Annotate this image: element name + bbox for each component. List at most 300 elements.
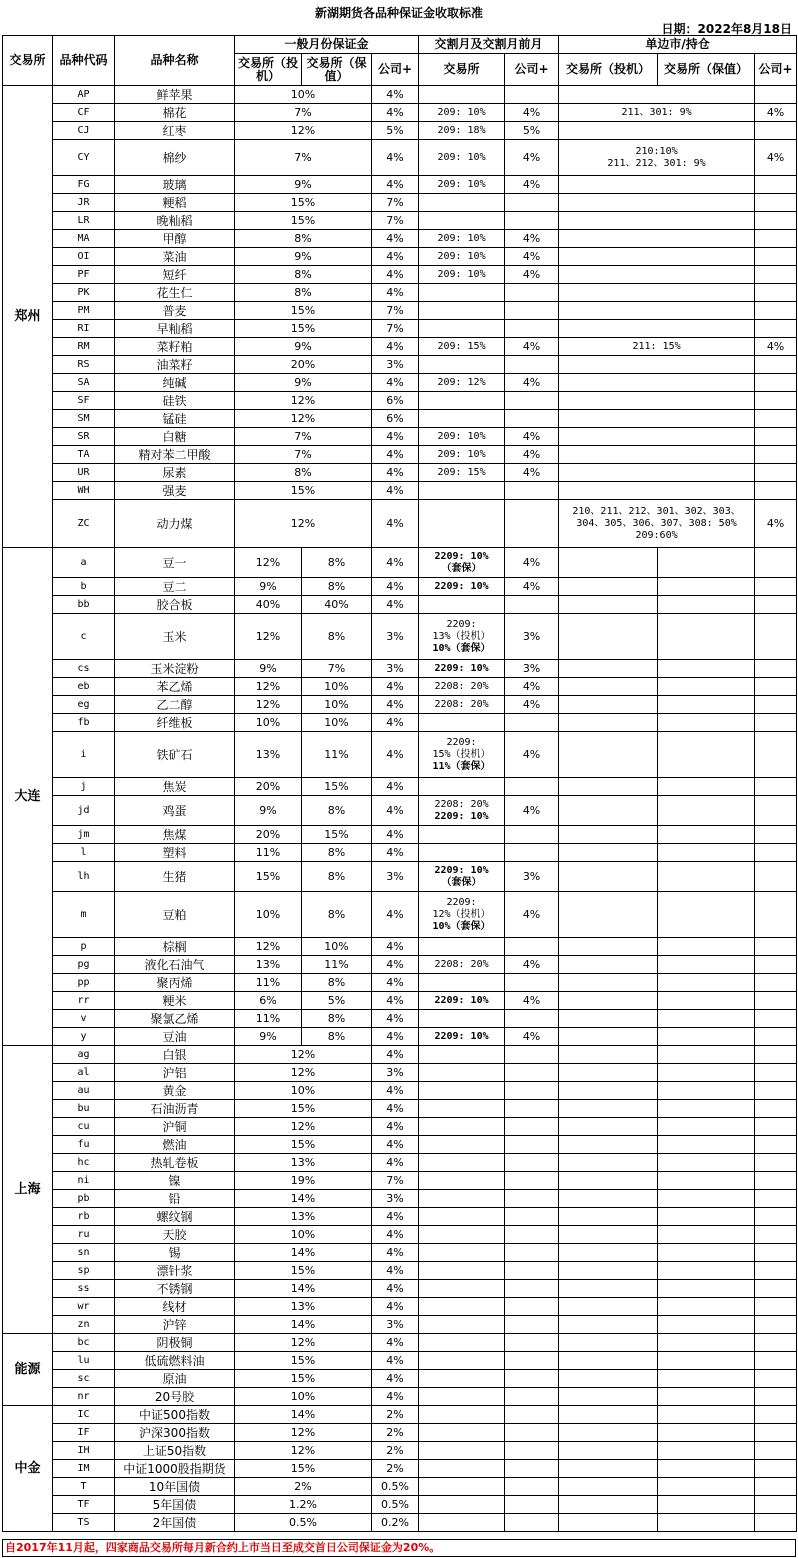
- unilateral-hedge-cell: [658, 1082, 755, 1100]
- company-margin-cell: 4%: [372, 428, 419, 446]
- unilateral-margin-cell: [559, 230, 755, 248]
- delivery-margin-cell: [419, 1460, 505, 1478]
- header-unilateral-company: 公司+: [755, 54, 797, 86]
- delivery-margin-cell: 209: 10%: [419, 230, 505, 248]
- unilateral-hedge-cell: [658, 1316, 755, 1334]
- unilateral-hedge-cell: [658, 1172, 755, 1190]
- delivery-margin-cell-line: 10%（套保）: [432, 642, 491, 654]
- code-cell: j: [53, 778, 115, 796]
- delivery-company-cell: 4%: [505, 892, 559, 938]
- margin-speculation-cell: 10%: [235, 714, 302, 732]
- table-row: [3, 446, 797, 464]
- company-margin-cell: 4%: [372, 892, 419, 938]
- margin-exchange-cell: 15%: [235, 482, 372, 500]
- margin-exchange-cell: 8%: [235, 284, 372, 302]
- delivery-company-cell: [505, 1388, 559, 1406]
- margin-exchange-cell: 13%: [235, 1298, 372, 1316]
- delivery-company-cell: [505, 974, 559, 992]
- margin-speculation-cell: 12%: [235, 548, 302, 578]
- delivery-margin-cell: 209: 15%: [419, 338, 505, 356]
- unilateral-company-cell: [755, 1028, 797, 1046]
- code-cell: v: [53, 1010, 115, 1028]
- delivery-company-cell: 4%: [505, 176, 559, 194]
- unilateral-hedge-cell: [658, 1460, 755, 1478]
- name-cell: 尿素: [115, 464, 235, 482]
- delivery-margin-cell-line: 12%（投机）: [432, 908, 491, 920]
- unilateral-margin-cell: 211: 15%: [559, 338, 755, 356]
- table-row: [3, 1496, 797, 1514]
- company-margin-cell: 4%: [372, 1370, 419, 1388]
- unilateral-company-cell: [755, 1460, 797, 1478]
- table-row: [3, 1190, 797, 1208]
- margin-exchange-cell: 15%: [235, 1262, 372, 1280]
- delivery-company-cell: [505, 1082, 559, 1100]
- table-row: [3, 338, 797, 356]
- code-cell: SM: [53, 410, 115, 428]
- table-row: [3, 1370, 797, 1388]
- code-cell: bc: [53, 1334, 115, 1352]
- company-margin-cell: 4%: [372, 778, 419, 796]
- company-margin-cell: 4%: [372, 826, 419, 844]
- delivery-margin-cell: [419, 1496, 505, 1514]
- delivery-margin-cell-line: 2209:: [446, 896, 477, 908]
- delivery-company-cell: [505, 596, 559, 614]
- unilateral-company-cell: [755, 732, 797, 778]
- table-row: [3, 212, 797, 230]
- header-exchange: 交易所: [3, 36, 53, 86]
- unilateral-company-cell: [755, 410, 797, 428]
- unilateral-company-cell: [755, 614, 797, 660]
- company-margin-cell: 6%: [372, 410, 419, 428]
- margin-exchange-cell: 0.5%: [235, 1514, 372, 1532]
- code-cell: l: [53, 844, 115, 862]
- delivery-margin-cell-line: 2208: 20%: [434, 798, 489, 810]
- margin-exchange-cell: 9%: [235, 374, 372, 392]
- table-row: [3, 122, 797, 140]
- company-margin-cell: 7%: [372, 194, 419, 212]
- delivery-margin-cell: 2208: 20%: [419, 678, 505, 696]
- name-cell: 石油沥青: [115, 1100, 235, 1118]
- code-cell: sp: [53, 1262, 115, 1280]
- margin-exchange-cell: 7%: [235, 140, 372, 176]
- delivery-margin-cell: 209: 15%: [419, 464, 505, 482]
- company-margin-cell: 2%: [372, 1442, 419, 1460]
- delivery-company-cell: 4%: [505, 230, 559, 248]
- delivery-margin-cell: [419, 194, 505, 212]
- code-cell: PK: [53, 284, 115, 302]
- delivery-margin-cell: [419, 1316, 505, 1334]
- unilateral-company-cell: [755, 1154, 797, 1172]
- table-row: [3, 410, 797, 428]
- delivery-company-cell: [505, 1352, 559, 1370]
- delivery-company-cell: 5%: [505, 122, 559, 140]
- margin-exchange-cell: 15%: [235, 302, 372, 320]
- delivery-company-cell: 4%: [505, 104, 559, 122]
- code-cell: IM: [53, 1460, 115, 1478]
- code-cell: jm: [53, 826, 115, 844]
- margin-exchange-cell: 15%: [235, 320, 372, 338]
- unilateral-margin-cell: [559, 266, 755, 284]
- unilateral-company-cell: [755, 844, 797, 862]
- delivery-margin-cell: 2209: 10%: [419, 578, 505, 596]
- header-delivery-month: 交割月及交割月前月: [419, 36, 559, 54]
- name-cell: 花生仁: [115, 284, 235, 302]
- delivery-margin-cell: [419, 714, 505, 732]
- header-name: 品种名称: [115, 36, 235, 86]
- code-cell: MA: [53, 230, 115, 248]
- unilateral-company-cell: [755, 1406, 797, 1424]
- delivery-company-cell: [505, 938, 559, 956]
- unilateral-margin-cell: [559, 140, 755, 176]
- table-row: [3, 230, 797, 248]
- company-margin-cell: 4%: [372, 1154, 419, 1172]
- code-cell: SA: [53, 374, 115, 392]
- table-row: [3, 596, 797, 614]
- delivery-margin-cell: 209: 10%: [419, 140, 505, 176]
- margin-exchange-cell: 14%: [235, 1280, 372, 1298]
- table-row: [3, 1406, 797, 1424]
- company-margin-cell: 3%: [372, 1064, 419, 1082]
- name-cell: 鲜苹果: [115, 86, 235, 104]
- table-row: [3, 1388, 797, 1406]
- name-cell: 豆油: [115, 1028, 235, 1046]
- unilateral-hedge-cell: [658, 578, 755, 596]
- name-cell: 红枣: [115, 122, 235, 140]
- code-cell: hc: [53, 1154, 115, 1172]
- delivery-company-cell: [505, 1226, 559, 1244]
- unilateral-speculation-cell: [559, 1514, 658, 1532]
- margin-exchange-cell: 14%: [235, 1316, 372, 1334]
- unilateral-margin-cell: [559, 302, 755, 320]
- unilateral-company-cell: [755, 1442, 797, 1460]
- code-cell: AP: [53, 86, 115, 104]
- table-row: [3, 86, 797, 104]
- unilateral-company-cell: [755, 212, 797, 230]
- company-margin-cell: 5%: [372, 122, 419, 140]
- unilateral-speculation-cell: [559, 1136, 658, 1154]
- name-cell: 菜油: [115, 248, 235, 266]
- margin-speculation-cell: 10%: [235, 892, 302, 938]
- code-cell: cs: [53, 660, 115, 678]
- unilateral-speculation-cell: [559, 714, 658, 732]
- unilateral-speculation-cell: [559, 844, 658, 862]
- unilateral-company-cell: [755, 464, 797, 482]
- header-delivery-exchange: 交易所: [419, 54, 505, 86]
- margin-hedge-cell: 10%: [302, 696, 372, 714]
- unilateral-hedge-cell: [658, 596, 755, 614]
- name-cell: 中证1000股指期货: [115, 1460, 235, 1478]
- margin-exchange-cell: 12%: [235, 392, 372, 410]
- name-cell: 聚丙烯: [115, 974, 235, 992]
- unilateral-company-cell: [755, 1388, 797, 1406]
- code-cell: b: [53, 578, 115, 596]
- delivery-company-cell: [505, 1280, 559, 1298]
- table-row: [3, 104, 797, 122]
- name-cell: 粳稻: [115, 194, 235, 212]
- company-margin-cell: 4%: [372, 678, 419, 696]
- unilateral-company-cell: [755, 284, 797, 302]
- unilateral-hedge-cell: [658, 892, 755, 938]
- code-cell: pb: [53, 1190, 115, 1208]
- unilateral-speculation-cell: [559, 892, 658, 938]
- margin-exchange-cell: 7%: [235, 428, 372, 446]
- code-cell: ag: [53, 1046, 115, 1064]
- delivery-margin-cell: [419, 1352, 505, 1370]
- unilateral-hedge-cell: [658, 1298, 755, 1316]
- name-cell: 漂针浆: [115, 1262, 235, 1280]
- unilateral-margin-cell-line: 209:60%: [635, 529, 678, 541]
- delivery-margin-cell: [419, 1172, 505, 1190]
- unilateral-hedge-cell: [658, 1388, 755, 1406]
- delivery-margin-cell: 209: 10%: [419, 176, 505, 194]
- delivery-company-cell: [505, 1406, 559, 1424]
- margin-exchange-cell: 13%: [235, 1154, 372, 1172]
- delivery-company-cell: 4%: [505, 428, 559, 446]
- name-cell: 不锈钢: [115, 1280, 235, 1298]
- delivery-margin-cell: [419, 1244, 505, 1262]
- margin-speculation-cell: 9%: [235, 796, 302, 826]
- delivery-company-cell: [505, 1046, 559, 1064]
- header-unilateral: 单边市/持仓: [559, 36, 797, 54]
- unilateral-speculation-cell: [559, 1118, 658, 1136]
- name-cell: 燃油: [115, 1136, 235, 1154]
- company-margin-cell: 4%: [372, 464, 419, 482]
- name-cell: 螺纹钢: [115, 1208, 235, 1226]
- unilateral-company-cell: [755, 320, 797, 338]
- margin-hedge-cell: 8%: [302, 548, 372, 578]
- name-cell: 铅: [115, 1190, 235, 1208]
- table-row: [3, 1154, 797, 1172]
- margin-speculation-cell: 11%: [235, 974, 302, 992]
- unilateral-company-cell: [755, 826, 797, 844]
- code-cell: m: [53, 892, 115, 938]
- name-cell: 铁矿石: [115, 732, 235, 778]
- table-row: [3, 1352, 797, 1370]
- company-margin-cell: 4%: [372, 1298, 419, 1316]
- unilateral-company-cell: [755, 1280, 797, 1298]
- delivery-company-cell: 4%: [505, 956, 559, 974]
- table-row: [3, 392, 797, 410]
- margin-hedge-cell: 8%: [302, 892, 372, 938]
- company-margin-cell: 4%: [372, 446, 419, 464]
- table-row: [3, 1226, 797, 1244]
- margin-speculation-cell: 20%: [235, 826, 302, 844]
- delivery-margin-cell: [419, 596, 505, 614]
- unilateral-hedge-cell: [658, 714, 755, 732]
- delivery-company-cell: [505, 1262, 559, 1280]
- table-row: [3, 320, 797, 338]
- delivery-company-cell: [505, 1478, 559, 1496]
- code-cell: au: [53, 1082, 115, 1100]
- page-title: 新湖期货各品种保证金收取标准: [314, 6, 483, 20]
- delivery-company-cell: 4%: [505, 548, 559, 578]
- delivery-margin-cell: [419, 302, 505, 320]
- margin-exchange-cell: 12%: [235, 1442, 372, 1460]
- code-cell: RI: [53, 320, 115, 338]
- unilateral-margin-cell: [559, 122, 755, 140]
- delivery-company-cell: [505, 1460, 559, 1478]
- unilateral-company-cell: [755, 696, 797, 714]
- company-margin-cell: 3%: [372, 1190, 419, 1208]
- table-row: [3, 578, 797, 596]
- unilateral-company-cell: [755, 678, 797, 696]
- name-cell: 棉纱: [115, 140, 235, 176]
- margin-exchange-cell: 20%: [235, 356, 372, 374]
- code-cell: IF: [53, 1424, 115, 1442]
- unilateral-hedge-cell: [658, 1154, 755, 1172]
- unilateral-company-cell: [755, 714, 797, 732]
- margin-speculation-cell: 13%: [235, 732, 302, 778]
- margin-hedge-cell: 10%: [302, 938, 372, 956]
- delivery-company-cell: 4%: [505, 1028, 559, 1046]
- unilateral-speculation-cell: [559, 974, 658, 992]
- code-cell: cu: [53, 1118, 115, 1136]
- unilateral-speculation-cell: [559, 862, 658, 892]
- header-delivery-company: 公司+: [505, 54, 559, 86]
- name-cell: 玉米淀粉: [115, 660, 235, 678]
- company-margin-cell: 4%: [372, 696, 419, 714]
- table-row: [3, 1118, 797, 1136]
- delivery-margin-cell: 209: 10%: [419, 428, 505, 446]
- unilateral-hedge-cell: [658, 660, 755, 678]
- unilateral-company-cell: [755, 862, 797, 892]
- code-cell: zn: [53, 1316, 115, 1334]
- unilateral-company-cell: [755, 302, 797, 320]
- delivery-company-cell: [505, 302, 559, 320]
- margin-exchange-cell: 9%: [235, 248, 372, 266]
- table-row: [3, 548, 797, 578]
- delivery-margin-cell: 209: 10%: [419, 266, 505, 284]
- delivery-company-cell: [505, 1190, 559, 1208]
- header-exchange-hedge: 交易所（保值）: [302, 54, 372, 86]
- name-cell: 上证50指数: [115, 1442, 235, 1460]
- margin-exchange-cell: 12%: [235, 1064, 372, 1082]
- unilateral-speculation-cell: [559, 992, 658, 1010]
- unilateral-margin-cell: [559, 464, 755, 482]
- delivery-margin-cell: [419, 1064, 505, 1082]
- table-row: [3, 374, 797, 392]
- company-margin-cell: 4%: [372, 1118, 419, 1136]
- code-cell: rr: [53, 992, 115, 1010]
- unilateral-margin-cell: [559, 410, 755, 428]
- delivery-company-cell: [505, 1118, 559, 1136]
- unilateral-hedge-cell: [658, 1226, 755, 1244]
- delivery-company-cell: [505, 1496, 559, 1514]
- code-cell: sn: [53, 1244, 115, 1262]
- delivery-margin-cell: 209: 10%: [419, 104, 505, 122]
- margin-exchange-cell: 15%: [235, 1460, 372, 1478]
- unilateral-margin-cell: [559, 176, 755, 194]
- company-margin-cell: 4%: [372, 844, 419, 862]
- unilateral-margin-cell-line: 304、305、306、307、308: 50%: [576, 517, 737, 529]
- code-cell: TF: [53, 1496, 115, 1514]
- unilateral-speculation-cell: [559, 1244, 658, 1262]
- company-margin-cell: 4%: [372, 140, 419, 176]
- report-date: 日期：2022年8月18日: [661, 22, 792, 36]
- unilateral-speculation-cell: [559, 1388, 658, 1406]
- company-margin-cell: 4%: [372, 796, 419, 826]
- delivery-margin-cell: [419, 732, 505, 778]
- unilateral-speculation-cell: [559, 1280, 658, 1298]
- unilateral-hedge-cell: [658, 1406, 755, 1424]
- unilateral-speculation-cell: [559, 1154, 658, 1172]
- delivery-company-cell: [505, 778, 559, 796]
- margin-exchange-cell: 12%: [235, 1424, 372, 1442]
- margin-speculation-cell: 13%: [235, 956, 302, 974]
- margin-exchange-cell: 12%: [235, 500, 372, 548]
- delivery-company-cell: [505, 1514, 559, 1532]
- unilateral-hedge-cell: [658, 548, 755, 578]
- unilateral-company-cell: [755, 660, 797, 678]
- delivery-company-cell: [505, 500, 559, 548]
- name-cell: 锡: [115, 1244, 235, 1262]
- code-cell: TA: [53, 446, 115, 464]
- company-margin-cell: 4%: [372, 1226, 419, 1244]
- name-cell: 阴极铜: [115, 1334, 235, 1352]
- table-row: [3, 892, 797, 938]
- name-cell: 强麦: [115, 482, 235, 500]
- unilateral-hedge-cell: [658, 1208, 755, 1226]
- company-margin-cell: 4%: [372, 1388, 419, 1406]
- margin-exchange-cell: 12%: [235, 1046, 372, 1064]
- delivery-company-cell: [505, 1208, 559, 1226]
- code-cell: SR: [53, 428, 115, 446]
- name-cell: 纯碱: [115, 374, 235, 392]
- company-margin-cell: 3%: [372, 660, 419, 678]
- delivery-margin-cell-line: 10%（套保）: [432, 920, 491, 932]
- delivery-margin-cell: 2209: 10%: [419, 1028, 505, 1046]
- table-row: [3, 826, 797, 844]
- unilateral-speculation-cell: [559, 614, 658, 660]
- unilateral-margin-cell-line: 210、211、212、301、302、303、: [572, 505, 741, 517]
- table-row: [3, 1334, 797, 1352]
- delivery-margin-cell: [419, 320, 505, 338]
- unilateral-speculation-cell: [559, 1424, 658, 1442]
- code-cell: RM: [53, 338, 115, 356]
- table-row: [3, 356, 797, 374]
- unilateral-company-cell: 4%: [755, 500, 797, 548]
- delivery-margin-cell: [419, 892, 505, 938]
- name-cell: 塑料: [115, 844, 235, 862]
- delivery-company-cell: 4%: [505, 374, 559, 392]
- unilateral-hedge-cell: [658, 1334, 755, 1352]
- table-row: [3, 1424, 797, 1442]
- unilateral-speculation-cell: [559, 660, 658, 678]
- code-cell: PM: [53, 302, 115, 320]
- delivery-company-cell: [505, 1424, 559, 1442]
- unilateral-speculation-cell: [559, 1262, 658, 1280]
- delivery-company-cell: [505, 1334, 559, 1352]
- unilateral-hedge-cell: [658, 1262, 755, 1280]
- name-cell: 甲醇: [115, 230, 235, 248]
- margin-exchange-cell: 12%: [235, 1118, 372, 1136]
- unilateral-speculation-cell: [559, 1082, 658, 1100]
- unilateral-speculation-cell: [559, 732, 658, 778]
- unilateral-hedge-cell: [658, 938, 755, 956]
- code-cell: bb: [53, 596, 115, 614]
- name-cell: 菜籽粕: [115, 338, 235, 356]
- unilateral-company-cell: [755, 796, 797, 826]
- company-margin-cell: 4%: [372, 500, 419, 548]
- code-cell: wr: [53, 1298, 115, 1316]
- delivery-margin-cell: [419, 1226, 505, 1244]
- name-cell: 早籼稻: [115, 320, 235, 338]
- unilateral-hedge-cell: [658, 1280, 755, 1298]
- delivery-margin-cell: [419, 1046, 505, 1064]
- unilateral-margin-cell-line: 210:10%: [635, 145, 678, 157]
- company-margin-cell: 2%: [372, 1460, 419, 1478]
- table-row: [3, 284, 797, 302]
